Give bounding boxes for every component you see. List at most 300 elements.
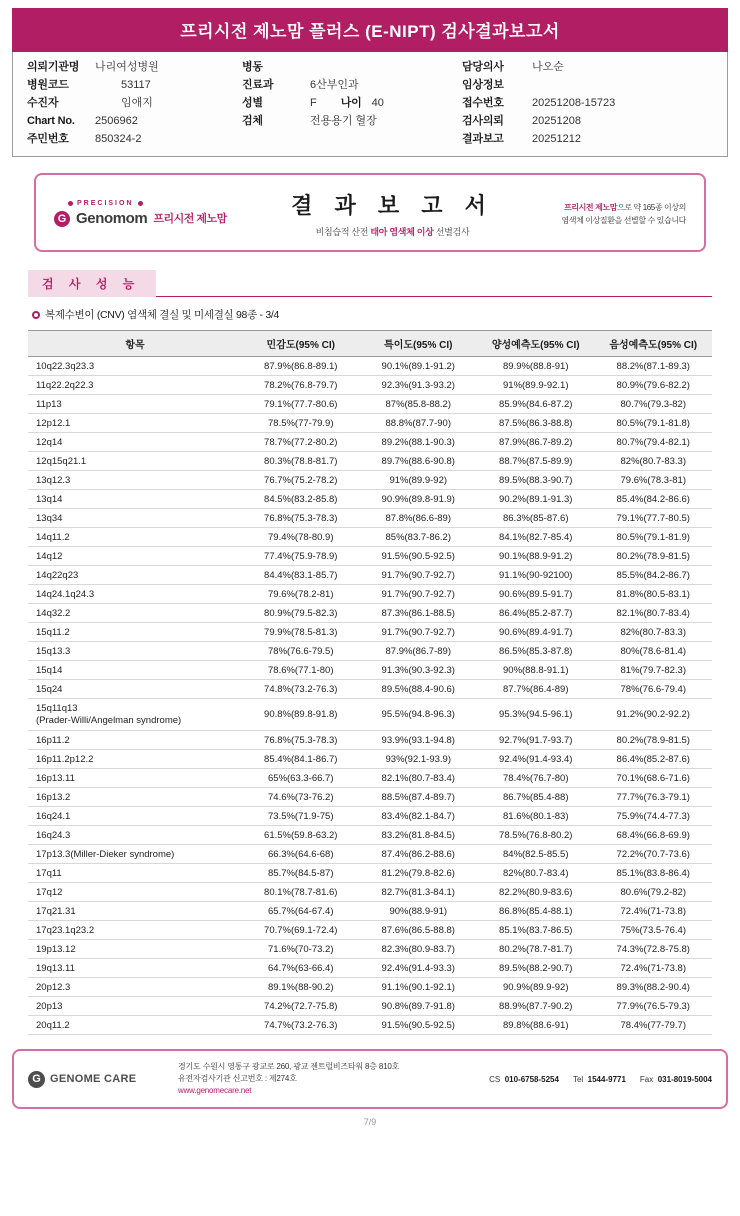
cell-specificity: 88.5%(87.4-89.7): [360, 788, 478, 807]
cell-sensitivity: 79.4%(78-80.9): [242, 528, 360, 547]
cell-item: 14q22q23: [28, 566, 242, 585]
value-doctor: 나오순: [532, 61, 564, 73]
cell-item: 17q21.31: [28, 902, 242, 921]
table-row: [28, 864, 712, 883]
cell-sensitivity: 85.4%(84.1-86.7): [242, 750, 360, 769]
cell-item: 16p13.11: [28, 769, 242, 788]
cell-ppv: 90.1%(88.9-91.2): [477, 547, 595, 566]
value-age: 40: [371, 97, 384, 109]
cnv-subheading-text: 복제수변이 (CNV) 염색체 결실 및 미세결실 98종 - 3/4: [45, 309, 280, 321]
table-row: [28, 585, 712, 604]
cell-sensitivity: 79.6%(78.2-81): [242, 585, 360, 604]
table-row: [28, 978, 712, 997]
info-row-specimen: [242, 114, 462, 128]
info-row-chart-no: [27, 114, 242, 128]
cell-specificity: 87.4%(86.2-88.6): [360, 845, 478, 864]
patient-info-column-2: [242, 60, 462, 146]
cell-item: 15q24: [28, 680, 242, 699]
patient-info-box: [12, 52, 728, 157]
cell-sensitivity: 77.4%(75.9-78.9): [242, 547, 360, 566]
cell-npv: 79.1%(77.7-80.5): [595, 509, 713, 528]
cell-item: 19p13.12: [28, 940, 242, 959]
report-subtitle-post: 선별검사: [433, 227, 470, 237]
cell-item: 19q13.11: [28, 959, 242, 978]
table-row: [28, 959, 712, 978]
label-specimen: 검체: [242, 115, 263, 127]
cell-sensitivity: 80.9%(79.5-82.3): [242, 604, 360, 623]
cell-ppv: 91%(89.9-92.1): [477, 376, 595, 395]
table-row: [28, 788, 712, 807]
cell-sensitivity: 71.6%(70-73.2): [242, 940, 360, 959]
label-request-date: 검사의뢰: [462, 115, 504, 127]
cell-ppv: 95.3%(94.5-96.1): [477, 699, 595, 731]
cell-ppv: 88.9%(87.7-90.2): [477, 997, 595, 1016]
cell-item: 12q15q21.1: [28, 452, 242, 471]
footer-address-line2: 유전자검사기관 신고번호 : 제274호: [178, 1074, 297, 1083]
table-row: [28, 604, 712, 623]
cell-ppv: 87.7%(86.4-89): [477, 680, 595, 699]
value-report-date: 20251212: [532, 133, 581, 145]
label-age: 나이: [340, 97, 362, 109]
cell-npv: 86.4%(85.2-87.6): [595, 750, 713, 769]
cell-item: 16p13.2: [28, 788, 242, 807]
label-resident-no: 주민번호: [27, 133, 69, 145]
cell-item: 15q13.3: [28, 642, 242, 661]
footer-url[interactable]: www.genomecare.net: [178, 1086, 252, 1095]
report-note-line1-rest: 으로 약 165종 이상의: [617, 202, 686, 212]
cell-ppv: 86.4%(85.2-87.7): [477, 604, 595, 623]
cell-npv: 85.4%(84.2-86.6): [595, 490, 713, 509]
table-row: [28, 807, 712, 826]
table-row: [28, 566, 712, 585]
cell-specificity: 89.5%(88.4-90.6): [360, 680, 478, 699]
cell-sensitivity: 61.5%(59.8-63.2): [242, 826, 360, 845]
label-sex: 성별: [242, 97, 263, 109]
cell-ppv: 90%(88.8-91.1): [477, 661, 595, 680]
table-row: [28, 452, 712, 471]
cell-ppv: 84.1%(82.7-85.4): [477, 528, 595, 547]
cell-sensitivity: 74.2%(72.7-75.8): [242, 997, 360, 1016]
table-row: [28, 883, 712, 902]
info-row-request-date: [462, 114, 713, 128]
dot-left-icon: [68, 201, 73, 206]
cell-item: 12p12.1: [28, 414, 242, 433]
cell-item: 15q14: [28, 661, 242, 680]
cell-specificity: 92.3%(91.3-93.2): [360, 376, 478, 395]
cell-ppv: 87.9%(86.7-89.2): [477, 433, 595, 452]
info-row-sex-age: [242, 96, 462, 110]
label-department: 진료과: [242, 79, 274, 91]
info-row-report-date: [462, 132, 713, 146]
info-row-doctor: [462, 60, 713, 74]
table-row: [28, 528, 712, 547]
cell-ppv: 91.1%(90-92100): [477, 566, 595, 585]
value-chart-no: 2506962: [95, 115, 138, 127]
cell-npv: 75.9%(74.4-77.3): [595, 807, 713, 826]
cell-item: 10q22.3q23.3: [28, 357, 242, 376]
cell-ppv: 78.4%(76.7-80): [477, 769, 595, 788]
column-header-item: 항목: [28, 331, 242, 357]
cell-specificity: 93.9%(93.1-94.8): [360, 731, 478, 750]
cell-npv: 80%(78.6-81.4): [595, 642, 713, 661]
cell-ppv: 89.5%(88.3-90.7): [477, 471, 595, 490]
cell-npv: 88.2%(87.1-89.3): [595, 357, 713, 376]
cell-specificity: 91.3%(90.3-92.3): [360, 661, 478, 680]
cell-npv: 80.2%(78.9-81.5): [595, 731, 713, 750]
table-row: [28, 1016, 712, 1035]
value-hospital-code: 53117: [121, 79, 151, 91]
cell-sensitivity: 80.1%(78.7-81.6): [242, 883, 360, 902]
cell-ppv: 89.8%(88.6-91): [477, 1016, 595, 1035]
cell-item: 12q14: [28, 433, 242, 452]
precision-label: PRECISION: [77, 200, 134, 207]
footer-cs: [489, 1075, 559, 1084]
cell-specificity: 88.8%(87.7-90): [360, 414, 478, 433]
cell-specificity: 83.2%(81.8-84.5): [360, 826, 478, 845]
genome-care-logo: [28, 1071, 178, 1088]
cell-sensitivity: 79.1%(77.7-80.6): [242, 395, 360, 414]
table-row: [28, 471, 712, 490]
cell-sensitivity: 78.5%(77-79.9): [242, 414, 360, 433]
report-note-line1: [516, 201, 686, 214]
column-header-ppv: 양성예측도(95% CI): [477, 331, 595, 357]
cell-specificity: 90.1%(89.1-91.2): [360, 357, 478, 376]
table-row: [28, 661, 712, 680]
cell-npv: 80.5%(79.1-81.9): [595, 528, 713, 547]
cell-sensitivity: 78%(76.6-79.5): [242, 642, 360, 661]
label-accession-no: 접수번호: [462, 97, 504, 109]
cell-sensitivity: 65%(63.3-66.7): [242, 769, 360, 788]
cell-ppv: 90.6%(89.4-91.7): [477, 623, 595, 642]
cell-item: 14q32.2: [28, 604, 242, 623]
table-row: [28, 826, 712, 845]
cell-item: 16q24.3: [28, 826, 242, 845]
section-heading: 검 사 성 능: [28, 270, 156, 297]
cell-specificity: 85%(83.7-86.2): [360, 528, 478, 547]
table-row: [28, 414, 712, 433]
cell-sensitivity: 74.7%(73.2-76.3): [242, 1016, 360, 1035]
cell-npv: 72.4%(71-73.8): [595, 959, 713, 978]
cell-npv: 81%(79.7-82.3): [595, 661, 713, 680]
table-row: [28, 376, 712, 395]
column-header-sensitivity: 민감도(95% CI): [242, 331, 360, 357]
value-sex: F: [310, 97, 317, 109]
cell-ppv: 78.5%(76.8-80.2): [477, 826, 595, 845]
cell-sensitivity: 85.7%(84.5-87): [242, 864, 360, 883]
cell-sensitivity: 76.8%(75.3-78.3): [242, 731, 360, 750]
brand-name-row: [54, 210, 269, 227]
cell-npv: 72.2%(70.7-73.6): [595, 845, 713, 864]
footer-cs-value: 010-6758-5254: [504, 1074, 559, 1084]
footer-fax-label: Fax: [639, 1074, 654, 1084]
footer-fax-value: 031-8019-5004: [657, 1074, 712, 1084]
cell-ppv: 92.4%(91.4-93.4): [477, 750, 595, 769]
performance-section: [28, 270, 712, 1035]
cell-sensitivity: 89.1%(88-90.2): [242, 978, 360, 997]
report-title: 결 과 보 고 서: [291, 193, 494, 218]
cell-ppv: 80.2%(78.7-81.7): [477, 940, 595, 959]
patient-info-column-1: [27, 60, 242, 146]
report-banner: [34, 173, 706, 252]
table-row: [28, 902, 712, 921]
cell-specificity: 81.2%(79.8-82.6): [360, 864, 478, 883]
footer-cs-label: CS: [489, 1074, 501, 1084]
table-row: [28, 680, 712, 699]
cell-npv: 72.4%(71-73.8): [595, 902, 713, 921]
cell-item: 13q14: [28, 490, 242, 509]
cell-sensitivity: 64.7%(63-66.4): [242, 959, 360, 978]
cell-item: 20p12.3: [28, 978, 242, 997]
cell-sensitivity: 74.6%(73-76.2): [242, 788, 360, 807]
footer-tel-value: 1544-9771: [587, 1074, 626, 1084]
report-title-block: [269, 189, 516, 238]
cell-npv: 70.1%(68.6-71.6): [595, 769, 713, 788]
column-header-npv: 음성예측도(95% CI): [595, 331, 713, 357]
table-row: [28, 623, 712, 642]
value-institution: 나리여성병원: [95, 61, 159, 73]
report-subtitle-emphasis: 태아 염색체 이상: [370, 227, 434, 237]
cell-item: 15q11.2: [28, 623, 242, 642]
cell-ppv: 85.1%(83.7-86.5): [477, 921, 595, 940]
cell-item: 17q23.1q23.2: [28, 921, 242, 940]
footer-address: [178, 1061, 489, 1097]
cell-item: 11q22.2q22.3: [28, 376, 242, 395]
cell-ppv: 85.9%(84.6-87.2): [477, 395, 595, 414]
cell-npv: 79.6%(78.3-81): [595, 471, 713, 490]
cell-item: 17p13.3(Miller-Dieker syndrome): [28, 845, 242, 864]
cell-sensitivity: 78.7%(77.2-80.2): [242, 433, 360, 452]
cell-specificity: 83.4%(82.1-84.7): [360, 807, 478, 826]
brand-name-kr: 프리시전 제노맘: [153, 213, 227, 225]
cell-specificity: 87%(85.8-88.2): [360, 395, 478, 414]
report-subtitle-pre: 비침습적 산전: [315, 227, 371, 237]
cell-specificity: 82.1%(80.7-83.4): [360, 769, 478, 788]
report-note-brand: 프리시전 제노맘: [563, 202, 618, 212]
cell-item: 15q11q13 (Prader-Willi/Angelman syndrome): [28, 699, 242, 731]
cell-ppv: 81.6%(80.1-83): [477, 807, 595, 826]
cell-ppv: 86.8%(85.4-88.1): [477, 902, 595, 921]
table-row: [28, 395, 712, 414]
cell-sensitivity: 76.8%(75.3-78.3): [242, 509, 360, 528]
table-row: [28, 997, 712, 1016]
table-header-row: [28, 331, 712, 357]
cell-item: 14q24.1q24.3: [28, 585, 242, 604]
cell-sensitivity: 76.7%(75.2-78.2): [242, 471, 360, 490]
cell-specificity: 89.2%(88.1-90.3): [360, 433, 478, 452]
cell-npv: 80.5%(79.1-81.8): [595, 414, 713, 433]
cell-ppv: 92.7%(91.7-93.7): [477, 731, 595, 750]
info-row-clinical-info: [462, 78, 713, 92]
cell-specificity: 87.8%(86.6-89): [360, 509, 478, 528]
report-subtitle: [269, 225, 516, 238]
footer-bar: [12, 1049, 728, 1109]
cell-specificity: 91.7%(90.7-92.7): [360, 566, 478, 585]
cell-ppv: 82%(80.7-83.4): [477, 864, 595, 883]
cell-specificity: 87.9%(86.7-89): [360, 642, 478, 661]
cnv-subheading: [32, 307, 712, 322]
value-department: 6산부인과: [310, 79, 359, 91]
cell-sensitivity: 80.3%(78.8-81.7): [242, 452, 360, 471]
table-row: [28, 547, 712, 566]
dot-right-icon: [138, 201, 143, 206]
cell-specificity: 91.7%(90.7-92.7): [360, 623, 478, 642]
brand-block: [54, 200, 269, 227]
bullet-icon: [32, 311, 40, 319]
cell-item: 16p11.2: [28, 731, 242, 750]
label-chart-no: Chart No.: [27, 115, 75, 127]
cell-sensitivity: 84.4%(83.1-85.7): [242, 566, 360, 585]
page-title: 프리시전 제노맘 플러스 (E-NIPT) 검사결과보고서: [12, 8, 728, 52]
value-request-date: 20251208: [532, 115, 581, 127]
info-row-institution: [27, 60, 242, 74]
cell-ppv: 84%(82.5-85.5): [477, 845, 595, 864]
patient-info-column-3: [462, 60, 713, 146]
label-clinical-info: 임상정보: [462, 79, 504, 91]
cell-npv: 75%(73.5-76.4): [595, 921, 713, 940]
report-note: [516, 201, 686, 227]
info-row-patient-name: [27, 96, 242, 110]
cell-npv: 78.4%(77-79.7): [595, 1016, 713, 1035]
footer-contact: [489, 1075, 712, 1084]
footer-address-line1: 경기도 수원시 영통구 광교로 260, 광교 젠트럴비즈타워 8층 810호: [178, 1062, 400, 1071]
page-number: 7/9: [363, 1117, 377, 1127]
cell-npv: 78%(76.6-79.4): [595, 680, 713, 699]
cell-ppv: 90.6%(89.5-91.7): [477, 585, 595, 604]
table-row: [28, 750, 712, 769]
cell-specificity: 92.4%(91.4-93.3): [360, 959, 478, 978]
cell-npv: 77.9%(76.5-79.3): [595, 997, 713, 1016]
cell-ppv: 82.2%(80.9-83.6): [477, 883, 595, 902]
cell-item: 17q11: [28, 864, 242, 883]
footer-tel-label: Tel: [572, 1074, 584, 1084]
genome-care-mark-icon: G: [28, 1071, 45, 1088]
label-hospital-code: 병원코드: [27, 79, 69, 91]
cell-npv: 80.2%(78.9-81.5): [595, 547, 713, 566]
info-row-ward: [242, 60, 462, 74]
cell-specificity: 90.8%(89.7-91.8): [360, 997, 478, 1016]
cell-specificity: 95.5%(94.8-96.3): [360, 699, 478, 731]
cell-ppv: 89.5%(88.2-90.7): [477, 959, 595, 978]
report-note-line2: 염색체 이상질환을 선별할 수 있습니다: [561, 215, 686, 225]
cell-sensitivity: 84.5%(83.2-85.8): [242, 490, 360, 509]
section-heading-row: [28, 270, 712, 297]
cell-sensitivity: 74.8%(73.2-76.3): [242, 680, 360, 699]
info-row-resident-no: [27, 132, 242, 146]
table-row: [28, 433, 712, 452]
cell-npv: 89.3%(88.2-90.4): [595, 978, 713, 997]
cell-npv: 77.7%(76.3-79.1): [595, 788, 713, 807]
cell-specificity: 82.7%(81.3-84.1): [360, 883, 478, 902]
info-row-accession-no: [462, 96, 713, 110]
cell-sensitivity: 66.3%(64.6-68): [242, 845, 360, 864]
cell-npv: 74.3%(72.8-75.8): [595, 940, 713, 959]
table-row: [28, 642, 712, 661]
cell-sensitivity: 65.7%(64-67.4): [242, 902, 360, 921]
table-row: [28, 921, 712, 940]
cell-item: 13q12.3: [28, 471, 242, 490]
value-accession-no: 20251208-15723: [532, 97, 616, 109]
label-report-date: 결과보고: [462, 133, 504, 145]
cell-ppv: 86.5%(85.3-87.8): [477, 642, 595, 661]
cell-item: 20q11.2: [28, 1016, 242, 1035]
info-row-hospital-code: [27, 78, 242, 92]
cell-npv: 68.4%(66.8-69.9): [595, 826, 713, 845]
cnv-performance-table: [28, 330, 712, 1035]
cell-item: 20p13: [28, 997, 242, 1016]
cell-ppv: 90.2%(89.1-91.3): [477, 490, 595, 509]
footer-fax: [640, 1075, 712, 1084]
cell-specificity: 82.3%(80.9-83.7): [360, 940, 478, 959]
cell-specificity: 90.9%(89.8-91.9): [360, 490, 478, 509]
cell-npv: 85.5%(84.2-86.7): [595, 566, 713, 585]
cell-npv: 80.7%(79.3-82): [595, 395, 713, 414]
footer-tel: [573, 1075, 626, 1084]
cell-specificity: 91.5%(90.5-92.5): [360, 1016, 478, 1035]
cell-sensitivity: 73.5%(71.9-75): [242, 807, 360, 826]
cell-npv: 80.6%(79.2-82): [595, 883, 713, 902]
cell-item: 14q12: [28, 547, 242, 566]
cell-npv: 85.1%(83.8-86.4): [595, 864, 713, 883]
cell-item: 17q12: [28, 883, 242, 902]
cell-sensitivity: 90.8%(89.8-91.8): [242, 699, 360, 731]
cell-ppv: 89.9%(88.8-91): [477, 357, 595, 376]
cell-npv: 82%(80.7-83.3): [595, 623, 713, 642]
genome-care-name: GENOME CARE: [50, 1073, 137, 1085]
cell-sensitivity: 78.2%(76.8-79.7): [242, 376, 360, 395]
cell-specificity: 90%(88.9-91): [360, 902, 478, 921]
cell-item: 16q24.1: [28, 807, 242, 826]
column-header-specificity: 특이도(95% CI): [360, 331, 478, 357]
cell-specificity: 93%(92.1-93.9): [360, 750, 478, 769]
cell-ppv: 86.7%(85.4-88): [477, 788, 595, 807]
cell-specificity: 87.6%(86.5-88.8): [360, 921, 478, 940]
genomom-logo-icon: G: [54, 211, 70, 227]
cell-ppv: 88.7%(87.5-89.9): [477, 452, 595, 471]
value-patient-name: 임애지: [121, 97, 153, 109]
cell-npv: 82.1%(80.7-83.4): [595, 604, 713, 623]
table-row: [28, 769, 712, 788]
label-ward: 병동: [242, 61, 263, 73]
brand-name: Genomom: [76, 210, 148, 227]
table-row: [28, 845, 712, 864]
cell-specificity: 91.5%(90.5-92.5): [360, 547, 478, 566]
table-row: [28, 357, 712, 376]
table-row: [28, 940, 712, 959]
cell-specificity: 91%(89.9-92): [360, 471, 478, 490]
cell-item: 14q11.2: [28, 528, 242, 547]
label-doctor: 담당의사: [462, 61, 504, 73]
cell-npv: 82%(80.7-83.3): [595, 452, 713, 471]
label-institution: 의뢰기관명: [27, 61, 80, 73]
table-row: [28, 509, 712, 528]
cell-npv: 81.8%(80.5-83.1): [595, 585, 713, 604]
cell-npv: 91.2%(90.2-92.2): [595, 699, 713, 731]
cell-sensitivity: 87.9%(86.8-89.1): [242, 357, 360, 376]
cell-item: 16p11.2p12.2: [28, 750, 242, 769]
cell-item: 11p13: [28, 395, 242, 414]
cell-npv: 80.9%(79.6-82.2): [595, 376, 713, 395]
cell-npv: 80.7%(79.4-82.1): [595, 433, 713, 452]
value-resident-no: 850324-2: [95, 133, 142, 145]
precision-tag: [68, 200, 269, 207]
label-patient-name: 수진자: [27, 97, 59, 109]
cell-sensitivity: 70.7%(69.1-72.4): [242, 921, 360, 940]
table-row: [28, 490, 712, 509]
cell-ppv: 87.5%(86.3-88.8): [477, 414, 595, 433]
cell-specificity: 89.7%(88.6-90.8): [360, 452, 478, 471]
cell-ppv: 86.3%(85-87.6): [477, 509, 595, 528]
cell-sensitivity: 79.9%(78.5-81.3): [242, 623, 360, 642]
